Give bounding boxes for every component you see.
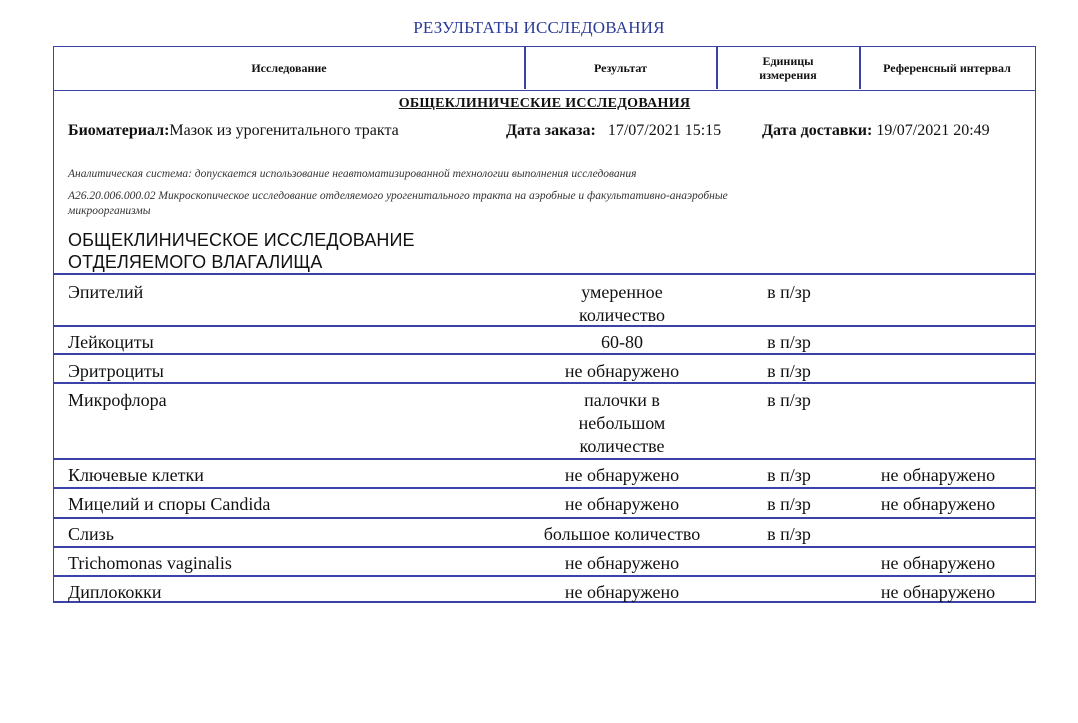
row-result — [524, 464, 720, 487]
biomaterial-value: Мазок из урогенитального тракта — [169, 122, 399, 139]
row-result — [524, 281, 720, 327]
results-table — [53, 46, 1036, 602]
delivery-date — [762, 122, 990, 140]
row-divider — [53, 273, 1036, 275]
row-divider — [53, 458, 1036, 460]
order-date-value: 17/07/2021 15:15 — [607, 122, 722, 139]
row-name: Диплококки — [68, 582, 162, 602]
row-result-line: не обнаружено — [564, 553, 680, 573]
row-divider — [53, 517, 1036, 519]
header-study: Исследование — [251, 61, 327, 75]
group-title-line1: ОБЩЕКЛИНИЧЕСКОЕ ИССЛЕДОВАНИЕ — [68, 230, 415, 250]
page-title: РЕЗУЛЬТАТЫ ИССЛЕДОВАНИЯ — [413, 18, 665, 37]
row-divider — [53, 487, 1036, 489]
row-unit: в п/зр — [767, 282, 811, 302]
row-name: Эпителий — [68, 282, 144, 302]
row-result — [524, 493, 720, 516]
delivery-date-value: 19/07/2021 20:49 — [876, 122, 990, 139]
row-name: Лейкоциты — [68, 332, 154, 352]
biomaterial — [68, 122, 399, 140]
row-result-line: не обнаружено — [564, 582, 680, 602]
method-note — [68, 189, 728, 219]
biomaterial-label: Биоматериал: — [68, 122, 170, 139]
row-result-line: не обнаружено — [564, 361, 680, 381]
header-units-line2: измерения — [759, 68, 817, 82]
header-result: Результат — [593, 61, 647, 75]
row-unit: в п/зр — [767, 494, 811, 514]
row-result — [524, 360, 720, 383]
row-result-line: небольшом — [578, 413, 666, 433]
row-reference: не обнаружено — [880, 494, 996, 514]
row-result-line: большое количество — [543, 524, 701, 544]
order-date-label: Дата заказа: — [506, 122, 596, 139]
group-title-line2: ОТДЕЛЯЕМОГО ВЛАГАЛИЩА — [68, 252, 323, 272]
section-title: ОБЩЕКЛИНИЧЕСКИЕ ИССЛЕДОВАНИЯ — [398, 96, 691, 111]
row-divider — [53, 546, 1036, 548]
row-result — [524, 389, 720, 458]
row-name: Ключевые клетки — [68, 465, 204, 485]
row-name: Эритроциты — [68, 361, 164, 381]
header-units — [717, 47, 859, 89]
row-result — [524, 581, 720, 604]
header-units-line1: Единицы — [762, 54, 814, 68]
row-result-line: не обнаружено — [564, 465, 680, 485]
header-reference: Референсный интервал — [883, 61, 1011, 75]
row-unit: в п/зр — [767, 361, 811, 381]
row-name: Слизь — [68, 524, 114, 544]
row-result-line: количестве — [579, 436, 665, 456]
method-note-line1: A26.20.006.000.02 Микроскопическое исследование отделяемого урогенитального тракта на аэробные и факультативно-анаэробные — [68, 190, 728, 202]
row-result — [524, 523, 720, 546]
row-reference: не обнаружено — [880, 553, 996, 573]
row-name: Trichomonas vaginalis — [68, 553, 232, 573]
row-result-line: 60-80 — [601, 332, 643, 352]
row-unit: в п/зр — [767, 390, 811, 410]
order-date — [506, 122, 721, 140]
method-note-line2: микроорганизмы — [68, 205, 151, 217]
row-unit: в п/зр — [767, 465, 811, 485]
delivery-date-label: Дата доставки: — [762, 122, 873, 139]
row-name: Микрофлора — [68, 390, 167, 410]
row-unit: в п/зр — [767, 332, 811, 352]
analytic-system-note: Аналитическая система: допускается использование неавтоматизированной технологии выполнения исследования — [68, 168, 637, 180]
row-result-line: умеренное — [581, 282, 663, 302]
row-result-line: количество — [579, 305, 665, 325]
row-result-line: палочки в — [584, 390, 660, 410]
row-reference: не обнаружено — [880, 465, 996, 485]
group-title — [68, 229, 415, 273]
row-reference: не обнаружено — [880, 582, 996, 602]
row-divider — [53, 575, 1036, 577]
row-name: Мицелий и споры Candida — [68, 494, 271, 514]
row-result-line: не обнаружено — [564, 494, 680, 514]
row-unit: в п/зр — [767, 524, 811, 544]
row-result — [524, 331, 720, 354]
table-header — [54, 47, 1035, 91]
row-result — [524, 552, 720, 575]
